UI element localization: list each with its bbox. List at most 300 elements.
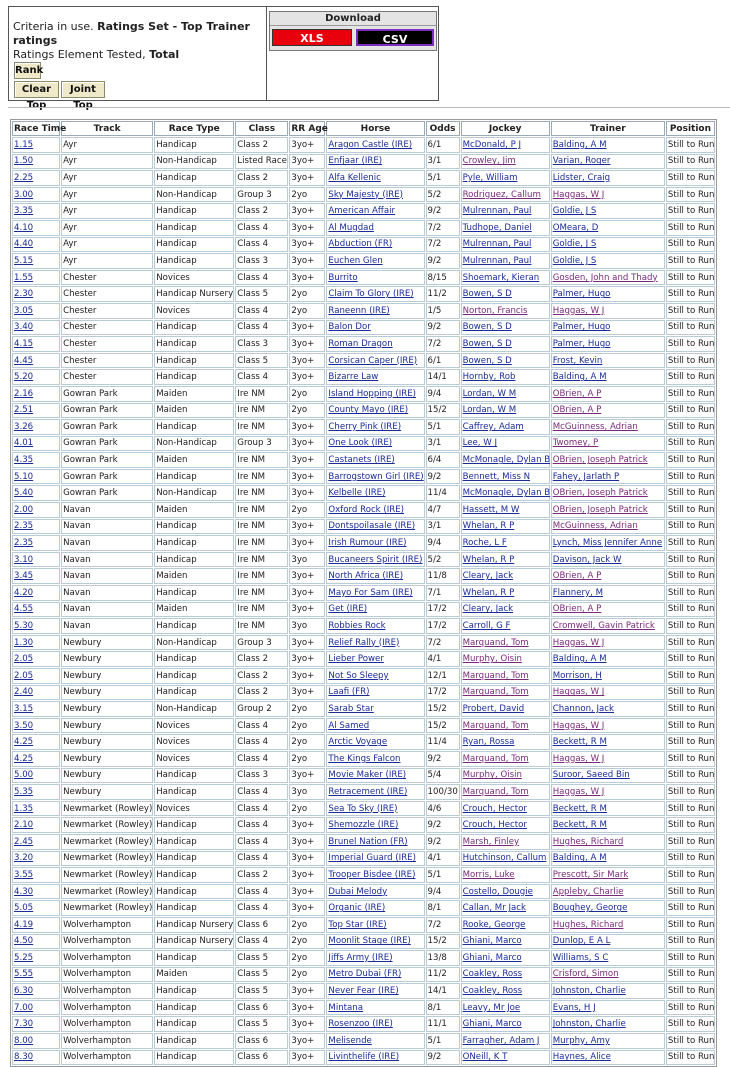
trainer-link[interactable]: Johnston, Charlie [552, 1019, 626, 1030]
horse-link[interactable]: Bucaneers Spirit (IRE) [328, 554, 423, 565]
trainer-link[interactable]: Haggas, W J [552, 687, 605, 698]
race-time-link[interactable]: 6.30 [14, 986, 34, 997]
race-time-link[interactable]: 4.01 [14, 438, 34, 449]
trainer-link[interactable]: Hughes, Richard [552, 836, 624, 847]
header-race-type[interactable]: Race Type [154, 121, 234, 136]
trainer-link[interactable]: Goldie, J S [552, 206, 597, 217]
track-cell: Gowran Park [61, 386, 153, 402]
race-time-link[interactable]: 2.51 [14, 405, 34, 416]
horse-link[interactable]: Kelbelle (IRE) [328, 488, 386, 499]
jockey-cell [461, 900, 550, 916]
race-time-cell [12, 386, 60, 402]
trainer-link[interactable]: Haggas, W J [552, 786, 605, 797]
race-time-link[interactable]: 5.25 [14, 952, 34, 963]
horse-link[interactable]: Lieber Power [328, 654, 384, 665]
jockey-link[interactable]: Hassett, M W [462, 504, 520, 515]
race-time-link[interactable]: 7.30 [14, 1019, 34, 1030]
race-time-link[interactable]: 2.35 [14, 521, 34, 532]
race-time-link[interactable]: 4.10 [14, 222, 34, 233]
race-time-link[interactable]: 3.15 [14, 703, 34, 714]
horse-link[interactable]: Sarab Star [328, 703, 374, 714]
horse-link[interactable]: Euchen Glen [328, 255, 383, 266]
horse-link[interactable]: Top Star (IRE) [328, 919, 387, 930]
race-time-cell [12, 419, 60, 435]
clear-top-button[interactable]: Clear Top [14, 81, 59, 98]
trainer-link[interactable]: Boughey, George [552, 903, 628, 914]
horse-link[interactable]: Castanets (IRE) [328, 455, 395, 466]
position-cell: Still to Run [666, 1050, 715, 1066]
jockey-link[interactable]: Norton, Francis [462, 305, 528, 316]
horse-link[interactable]: Irish Rumour (IRE) [328, 538, 407, 549]
jockey-link[interactable]: Costello, Dougie [462, 886, 533, 897]
trainer-link[interactable]: Hughes, Richard [552, 919, 624, 930]
odds-cell: 3/1 [426, 154, 460, 170]
race-time-link[interactable]: 4.50 [14, 936, 34, 947]
odds-cell: 9/2 [426, 1050, 460, 1066]
jockey-link[interactable]: Lee, W J [462, 438, 498, 449]
age-cell: 2yo [289, 286, 325, 302]
header-race-time[interactable]: Race Time [12, 121, 60, 136]
race-time-link[interactable]: 5.00 [14, 770, 34, 781]
jockey-link[interactable]: Marquand, Tom [462, 670, 529, 681]
jockey-link[interactable]: McMonagle, Dylan B [462, 455, 551, 466]
race-time-link[interactable]: 4.20 [14, 587, 34, 598]
jockey-link[interactable]: Bennett, Miss N [462, 471, 531, 482]
race-time-link[interactable]: 4.40 [14, 239, 34, 250]
trainer-link[interactable]: Beckett, R M [552, 803, 607, 814]
race-time-link[interactable]: 2.40 [14, 687, 34, 698]
trainer-cell [551, 801, 665, 817]
race-time-link[interactable]: 2.45 [14, 836, 34, 847]
header-trainer[interactable]: Trainer [551, 121, 665, 136]
horse-link[interactable]: Mayo For Sam (IRE) [328, 587, 413, 598]
trainer-link[interactable]: OMeara, D [552, 222, 599, 233]
jockey-link[interactable]: Cleary, Jack [462, 571, 514, 582]
trainer-link[interactable]: McGuinness, Adrian [552, 421, 638, 432]
horse-link[interactable]: Not So Sleepy [328, 670, 389, 681]
race-time-link[interactable]: 5.30 [14, 621, 34, 632]
jockey-link[interactable]: Pyle, William [462, 172, 518, 183]
race-time-link[interactable]: 1.15 [14, 139, 34, 150]
age-cell: 2yo [289, 967, 325, 983]
track-cell: Gowran Park [61, 452, 153, 468]
race-time-link[interactable]: 2.05 [14, 670, 34, 681]
jockey-link[interactable]: Mulrennan, Paul [462, 206, 532, 217]
horse-link[interactable]: Never Fear (IRE) [328, 986, 399, 997]
horse-link[interactable]: Raneenn (IRE) [328, 305, 390, 316]
track-cell: Chester [61, 303, 153, 319]
trainer-link[interactable]: Fahey, Jarlath P [552, 471, 620, 482]
horse-cell [326, 203, 424, 219]
jockey-link[interactable]: Crouch, Hector [462, 803, 527, 814]
trainer-link[interactable]: Beckett, R M [552, 737, 607, 748]
jockey-link[interactable]: Mulrennan, Paul [462, 239, 532, 250]
horse-link[interactable]: Get (IRE) [328, 604, 368, 615]
trainer-link[interactable]: Haggas, W J [552, 305, 605, 316]
table-row [12, 436, 715, 452]
horse-link[interactable]: Relief Rally (IRE) [328, 637, 400, 648]
horse-link[interactable]: American Affair [328, 206, 396, 217]
horse-link[interactable]: The Kings Falcon [328, 753, 401, 764]
jockey-link[interactable]: Lordan, W M [462, 405, 517, 416]
horse-link[interactable]: Brunel Nation (FR) [328, 836, 408, 847]
race-time-link[interactable]: 5.35 [14, 786, 34, 797]
horse-link[interactable]: Aragon Castle (IRE) [328, 139, 413, 150]
horse-link[interactable]: Rosenzoo (IRE) [328, 1019, 393, 1030]
horse-link[interactable]: Cherry Pink (IRE) [328, 421, 402, 432]
table-row [12, 784, 715, 800]
horse-cell [326, 237, 424, 253]
race-time-link[interactable]: 4.25 [14, 753, 34, 764]
trainer-link[interactable]: OBrien, Joseph Patrick [552, 455, 648, 466]
race-time-link[interactable]: 1.50 [14, 156, 34, 167]
trainer-link[interactable]: OBrien, A P [552, 571, 602, 582]
horse-link[interactable]: Mintana [328, 1002, 364, 1013]
position-cell: Still to Run [666, 170, 715, 186]
race-type-cell: Handicap Nursery [154, 917, 234, 933]
track-cell: Newbury [61, 734, 153, 750]
jockey-link[interactable]: Callan, Mr Jack [462, 903, 526, 914]
trainer-link[interactable]: Gosden, John and Thady [552, 272, 658, 283]
jockey-link[interactable]: Murphy, Oisin [462, 770, 522, 781]
trainer-link[interactable]: Flannery, M [552, 587, 603, 598]
horse-link[interactable]: Oxford Rock (IRE) [328, 504, 405, 515]
csv-download-button[interactable]: CSV [356, 29, 434, 46]
jockey-link[interactable]: Caffrey, Adam [462, 421, 524, 432]
trainer-link[interactable]: Lidster, Craig [552, 172, 611, 183]
track-cell: Newmarket (Rowley) [61, 817, 153, 833]
race-time-link[interactable]: 7.00 [14, 1002, 34, 1013]
race-time-link[interactable]: 5.55 [14, 969, 34, 980]
trainer-link[interactable]: Palmer, Hugo [552, 322, 611, 333]
race-time-cell [12, 718, 60, 734]
rank-button[interactable]: Rank [14, 62, 41, 79]
table-row [12, 519, 715, 535]
race-time-link[interactable]: 1.35 [14, 803, 34, 814]
class-cell: Class 5 [235, 286, 288, 302]
trainer-link[interactable]: Balding, A M [552, 372, 607, 383]
jockey-link[interactable]: Crowley, Jim [462, 156, 516, 167]
jockey-link[interactable]: Marsh, Finley [462, 836, 520, 847]
horse-link[interactable]: Robbies Rock [328, 621, 386, 632]
jockey-link[interactable]: McDonald, P J [462, 139, 522, 150]
trainer-link[interactable]: McGuinness, Adrian [552, 521, 638, 532]
odds-cell: 15/2 [426, 718, 460, 734]
race-time-link[interactable]: 4.45 [14, 355, 34, 366]
trainer-link[interactable]: OBrien, Joseph Patrick [552, 504, 648, 515]
trainer-cell [551, 718, 665, 734]
horse-link[interactable]: Abduction (FR) [328, 239, 393, 250]
table-row [12, 618, 715, 634]
trainer-cell [551, 834, 665, 850]
race-time-link[interactable]: 3.26 [14, 421, 34, 432]
table-row [12, 768, 715, 784]
track-cell: Newbury [61, 768, 153, 784]
horse-link[interactable]: Metro Dubai (FR) [328, 969, 402, 980]
trainer-link[interactable]: Johnston, Charlie [552, 986, 626, 997]
jockey-cell [461, 718, 550, 734]
race-time-link[interactable]: 5.20 [14, 372, 34, 383]
jockey-link[interactable]: Marquand, Tom [462, 687, 529, 698]
trainer-link[interactable]: Morrison, H [552, 670, 602, 681]
jockey-link[interactable]: Morris, Luke [462, 869, 515, 880]
trainer-link[interactable]: Varian, Roger [552, 156, 611, 167]
jockey-link[interactable]: Bowen, S D [462, 355, 512, 366]
jockey-link[interactable]: Ghiani, Marco [462, 1019, 522, 1030]
position-cell: Still to Run [666, 900, 715, 916]
race-time-link[interactable]: 1.30 [14, 637, 34, 648]
race-time-link[interactable]: 2.00 [14, 504, 34, 515]
race-time-link[interactable]: 2.05 [14, 654, 34, 665]
class-cell: Class 3 [235, 768, 288, 784]
horse-link[interactable]: Movie Maker (IRE) [328, 770, 407, 781]
jockey-link[interactable]: Probert, David [462, 703, 525, 714]
joint-top-button[interactable]: Joint Top [61, 81, 105, 98]
jockey-link[interactable]: Roche, L F [462, 538, 507, 549]
race-time-link[interactable]: 2.30 [14, 289, 34, 300]
race-time-link[interactable]: 5.10 [14, 471, 34, 482]
trainer-link[interactable]: Haggas, W J [552, 189, 605, 200]
race-time-link[interactable]: 3.45 [14, 571, 34, 582]
horse-link[interactable]: Retracement (IRE) [328, 786, 408, 797]
xls-download-button[interactable]: XLS [272, 29, 352, 46]
jockey-link[interactable]: Hornby, Rob [462, 372, 516, 383]
jockey-link[interactable]: Coakley, Ross [462, 986, 523, 997]
trainer-link[interactable]: Channon, Jack [552, 703, 614, 714]
horse-link[interactable]: Bizarre Law [328, 372, 379, 383]
race-time-link[interactable]: 2.16 [14, 388, 34, 399]
jockey-link[interactable]: Hutchinson, Callum [462, 853, 547, 864]
odds-cell: 8/1 [426, 900, 460, 916]
race-time-link[interactable]: 4.30 [14, 886, 34, 897]
header-jockey[interactable]: Jockey [461, 121, 550, 136]
jockey-link[interactable]: Bowen, S D [462, 289, 512, 300]
horse-link[interactable]: Alfa Kellenic [328, 172, 381, 183]
class-cell: Group 3 [235, 635, 288, 651]
race-time-link[interactable]: 3.50 [14, 720, 34, 731]
horse-link[interactable]: Livinthelife (IRE) [328, 1052, 400, 1063]
trainer-link[interactable]: Appleby, Charlie [552, 886, 624, 897]
horse-link[interactable]: Island Hopping (IRE) [328, 388, 416, 399]
trainer-link[interactable]: Haggas, W J [552, 753, 605, 764]
horse-link[interactable]: Jiffs Army (IRE) [328, 952, 393, 963]
position-cell: Still to Run [666, 320, 715, 336]
header-odds[interactable]: Odds [426, 121, 460, 136]
trainer-link[interactable]: Goldie, J S [552, 239, 597, 250]
header-class[interactable]: Class [235, 121, 288, 136]
jockey-link[interactable]: Ghiani, Marco [462, 936, 522, 947]
header-horse[interactable]: Horse [326, 121, 424, 136]
jockey-link[interactable]: Farragher, Adam J [462, 1035, 540, 1046]
horse-link[interactable]: Sea To Sky (IRE) [328, 803, 398, 814]
jockey-link[interactable]: Rodriguez, Callum [462, 189, 541, 200]
jockey-link[interactable]: Lordan, W M [462, 388, 517, 399]
jockey-link[interactable]: Ghiani, Marco [462, 952, 522, 963]
track-cell: Ayr [61, 203, 153, 219]
horse-link[interactable]: Moonlit Stage (IRE) [328, 936, 411, 947]
jockey-link[interactable]: Bowen, S D [462, 322, 512, 333]
jockey-link[interactable]: Shoemark, Kieran [462, 272, 540, 283]
trainer-link[interactable]: Balding, A M [552, 853, 607, 864]
track-cell: Wolverhampton [61, 950, 153, 966]
jockey-link[interactable]: Cleary, Jack [462, 604, 514, 615]
trainer-link[interactable]: Frost, Kevin [552, 355, 603, 366]
horse-link[interactable]: One Look (IRE) [328, 438, 393, 449]
header-rr-age[interactable]: RR Age [289, 121, 325, 136]
trainer-link[interactable]: Goldie, J S [552, 255, 597, 266]
race-time-link[interactable]: 1.55 [14, 272, 34, 283]
age-cell: 3yo+ [289, 535, 325, 551]
jockey-link[interactable]: Marquand, Tom [462, 720, 529, 731]
race-time-link[interactable]: 3.55 [14, 869, 34, 880]
trainer-link[interactable]: Balding, A M [552, 139, 607, 150]
race-time-cell [12, 270, 60, 286]
horse-link[interactable]: Arctic Voyage [328, 737, 388, 748]
horse-link[interactable]: Enfjaar (IRE) [328, 156, 383, 167]
horse-link[interactable]: Al Samed [328, 720, 370, 731]
age-cell: 3yo+ [289, 253, 325, 269]
trainer-link[interactable]: Evans, H J [552, 1002, 596, 1013]
jockey-link[interactable]: Marquand, Tom [462, 786, 529, 797]
trainer-link[interactable]: Prescott, Sir Mark [552, 869, 629, 880]
race-time-link[interactable]: 4.15 [14, 338, 34, 349]
horse-link[interactable]: Roman Dragon [328, 338, 393, 349]
horse-cell [326, 834, 424, 850]
trainer-link[interactable]: Palmer, Hugo [552, 289, 611, 300]
jockey-link[interactable]: Carroll, G F [462, 621, 511, 632]
trainer-link[interactable]: OBrien, A P [552, 405, 602, 416]
table-row [12, 485, 715, 501]
jockey-link[interactable]: Whelan, R P [462, 521, 515, 532]
trainer-cell [551, 851, 665, 867]
trainer-link[interactable]: Balding, A M [552, 654, 607, 665]
jockey-link[interactable]: Marquand, Tom [462, 753, 529, 764]
jockey-link[interactable]: Bowen, S D [462, 338, 512, 349]
race-time-link[interactable]: 3.35 [14, 206, 34, 217]
header-track[interactable]: Track [61, 121, 153, 136]
horse-link[interactable]: Barrogstown Girl (IRE) [328, 471, 424, 482]
jockey-cell [461, 237, 550, 253]
jockey-cell [461, 1033, 550, 1049]
horse-link[interactable]: County Mayo (IRE) [328, 405, 409, 416]
position-cell: Still to Run [666, 801, 715, 817]
jockey-link[interactable]: Tudhope, Daniel [462, 222, 532, 233]
jockey-link[interactable]: Murphy, Oisin [462, 654, 522, 665]
race-time-link[interactable]: 8.00 [14, 1035, 34, 1046]
horse-link[interactable]: Dubai Melody [328, 886, 388, 897]
table-row [12, 336, 715, 352]
race-time-link[interactable]: 3.00 [14, 189, 34, 200]
horse-link[interactable]: North Africa (IRE) [328, 571, 404, 582]
jockey-link[interactable]: Coakley, Ross [462, 969, 523, 980]
header-position[interactable]: Position [666, 121, 715, 136]
jockey-link[interactable]: Leavy, Mr Joe [462, 1002, 521, 1013]
horse-link[interactable]: Corsican Caper (IRE) [328, 355, 418, 366]
race-time-cell [12, 203, 60, 219]
race-time-link[interactable]: 3.20 [14, 853, 34, 864]
jockey-link[interactable]: Whelan, R P [462, 587, 515, 598]
trainer-link[interactable]: Haggas, W J [552, 720, 605, 731]
race-time-link[interactable]: 3.10 [14, 554, 34, 565]
class-cell: Ire NM [235, 386, 288, 402]
class-cell: Class 4 [235, 303, 288, 319]
trainer-link[interactable]: Palmer, Hugo [552, 338, 611, 349]
trainer-link[interactable]: Suroor, Saeed Bin [552, 770, 630, 781]
horse-link[interactable]: Organic (IRE) [328, 903, 386, 914]
trainer-link[interactable]: Cromwell, Gavin Patrick [552, 621, 655, 632]
race-time-cell [12, 320, 60, 336]
trainer-link[interactable]: Dunlop, E A L [552, 936, 611, 947]
trainer-link[interactable]: Twomey, P [552, 438, 599, 449]
age-cell: 3yo+ [289, 353, 325, 369]
jockey-link[interactable]: ONeill, K T [462, 1052, 508, 1063]
trainer-cell [551, 419, 665, 435]
trainer-link[interactable]: OBrien, Joseph Patrick [552, 488, 648, 499]
track-cell: Newbury [61, 718, 153, 734]
race-time-link[interactable]: 3.05 [14, 305, 34, 316]
race-time-link[interactable]: 5.05 [14, 903, 34, 914]
race-time-link[interactable]: 4.55 [14, 604, 34, 615]
trainer-link[interactable]: Haynes, Alice [552, 1052, 611, 1063]
horse-link[interactable]: Shemozzle (IRE) [328, 820, 399, 831]
race-time-link[interactable]: 5.40 [14, 488, 34, 499]
jockey-link[interactable]: Rooke, George [462, 919, 526, 930]
jockey-link[interactable]: Crouch, Hector [462, 820, 527, 831]
table-row [12, 817, 715, 833]
horse-link[interactable]: Trooper Bisdee (IRE) [328, 869, 416, 880]
trainer-link[interactable]: Davison, Jack W [552, 554, 622, 565]
jockey-link[interactable]: Mulrennan, Paul [462, 255, 532, 266]
trainer-link[interactable]: Beckett, R M [552, 820, 607, 831]
race-time-link[interactable]: 3.40 [14, 322, 34, 333]
horse-link[interactable]: Balon Dor [328, 322, 371, 333]
horse-link[interactable]: Dontspoilasale (IRE) [328, 521, 416, 532]
trainer-link[interactable]: Murphy, Amy [552, 1035, 610, 1046]
jockey-link[interactable]: Ryan, Rossa [462, 737, 515, 748]
race-time-link[interactable]: 2.10 [14, 820, 34, 831]
trainer-link[interactable]: Crisford, Simon [552, 969, 619, 980]
horse-link[interactable]: Sky Majesty (IRE) [328, 189, 404, 200]
trainer-link[interactable]: Haggas, W J [552, 637, 605, 648]
jockey-link[interactable]: McMonagle, Dylan B [462, 488, 551, 499]
race-time-link[interactable]: 8.30 [14, 1052, 34, 1063]
horse-link[interactable]: Laafi (FR) [328, 687, 370, 698]
horse-link[interactable]: Melisende [328, 1035, 372, 1046]
trainer-link[interactable]: OBrien, A P [552, 388, 602, 399]
horse-link[interactable]: Burrito [328, 272, 358, 283]
jockey-link[interactable]: Whelan, R P [462, 554, 515, 565]
race-time-link[interactable]: 4.35 [14, 455, 34, 466]
age-cell: 3yo+ [289, 585, 325, 601]
age-cell: 3yo+ [289, 900, 325, 916]
horse-link[interactable]: Imperial Guard (IRE) [328, 853, 416, 864]
horse-cell [326, 801, 424, 817]
jockey-link[interactable]: Marquand, Tom [462, 637, 529, 648]
horse-link[interactable]: Al Mugdad [328, 222, 374, 233]
race-time-link[interactable]: 4.25 [14, 737, 34, 748]
jockey-cell [461, 967, 550, 983]
table-row [12, 568, 715, 584]
trainer-link[interactable]: Lynch, Miss Jennifer Anne [552, 538, 663, 549]
race-time-link[interactable]: 4.19 [14, 919, 34, 930]
race-time-link[interactable]: 2.25 [14, 172, 34, 183]
horse-link[interactable]: Claim To Glory (IRE) [328, 289, 414, 300]
odds-cell: 9/4 [426, 535, 460, 551]
race-time-link[interactable]: 2.35 [14, 538, 34, 549]
race-time-link[interactable]: 5.15 [14, 255, 34, 266]
trainer-link[interactable]: Williams, S C [552, 952, 609, 963]
trainer-link[interactable]: OBrien, A P [552, 604, 602, 615]
